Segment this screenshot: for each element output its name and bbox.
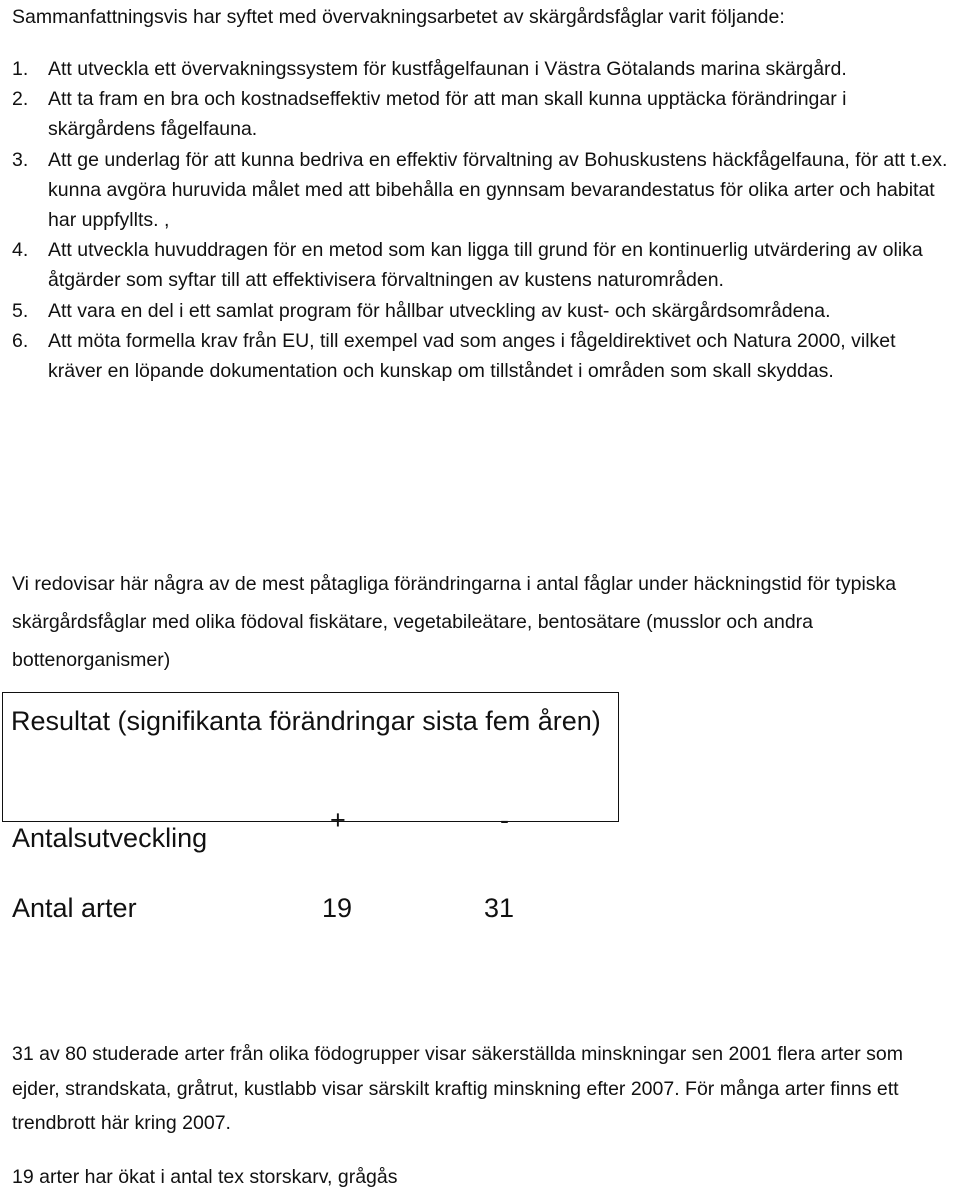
goal-text: Att ta fram en bra och kostnadseffektiv metod för att man skall kunna upptäcka förändringar i skärgårdens fågelfauna. bbox=[48, 88, 847, 141]
changes-paragraph: Vi redovisar här några av de mest påtagliga förändringarna i antal fåglar under häckningstid för typiska skärgårdsfåglar med olika födoval fiskätare, vegetabileätare, bentosätare (musslor och andra bottenorganismer) bbox=[12, 573, 897, 671]
goal-item bbox=[12, 84, 952, 144]
goal-item bbox=[12, 326, 952, 386]
goal-text: Att utveckla huvuddragen för en metod som kan ligga till grund för en kontinuerlig utvärdering av olika åtgärder som syftar till att effektivisera förvaltningen av kustens naturområden. bbox=[48, 239, 923, 292]
decrease-count: 31 bbox=[484, 893, 515, 923]
trend-label: Antalsutveckling bbox=[12, 823, 208, 853]
results-title-box bbox=[2, 692, 619, 822]
decrease-header: - bbox=[500, 805, 509, 835]
goal-number: 1. bbox=[12, 58, 29, 80]
results-stats bbox=[12, 805, 632, 935]
increase-count: 19 bbox=[322, 893, 353, 923]
goal-number: 3. bbox=[12, 148, 29, 171]
increase-header: + bbox=[330, 805, 346, 835]
goal-text: Att ge underlag för att kunna bedriva en effektiv förvaltning av Bohuskustens häckfågelfauna, för att t.ex. kunna avgöra huruvida målet med att bibehålla en gynnsam bevarandestatus för olika arter och habitat har uppfyllts. , bbox=[48, 148, 948, 232]
goal-number: 6. bbox=[12, 329, 29, 352]
increase-paragraph: 19 arter har ökat i antal tex storskarv, grågås bbox=[12, 1166, 398, 1188]
goal-item bbox=[12, 235, 952, 295]
goal-number: 5. bbox=[12, 299, 29, 322]
goal-item bbox=[12, 54, 952, 84]
goal-item bbox=[12, 145, 952, 236]
goal-text: Att vara en del i ett samlat program för hållbar utveckling av kust- och skärgårdsområdena. bbox=[48, 299, 831, 322]
intro-text: Sammanfattningsvis har syftet med övervakningsarbetet av skärgårdsfåglar varit följande: bbox=[12, 6, 785, 28]
goal-list bbox=[12, 54, 952, 386]
goal-number: 2. bbox=[12, 88, 29, 111]
goal-text: Att utveckla ett övervakningssystem för kustfågelfaunan i Västra Götalands marina skärgård. bbox=[48, 58, 847, 80]
decline-paragraph: 31 av 80 studerade arter från olika födogrupper visar säkerställda minskningar sen 2001 flera arter som ejder, strandskata, gråtrut, kustlabb visar särskilt kraftig minskning efter 2007. För många arter finns ett trendbrott här kring 2007. bbox=[12, 1043, 903, 1134]
species-count-label: Antal arter bbox=[12, 893, 137, 923]
goal-text: Att möta formella krav från EU, till exempel vad som anges i fågeldirektivet och Natura 2000, vilket kräver en löpande dokumentation och kunskap om tillståndet i områden som skall skyddas. bbox=[48, 329, 896, 383]
goal-number: 4. bbox=[12, 239, 29, 262]
results-title: Resultat (signifikanta förändringar sista fem åren) bbox=[11, 706, 601, 736]
goal-item bbox=[12, 296, 952, 326]
